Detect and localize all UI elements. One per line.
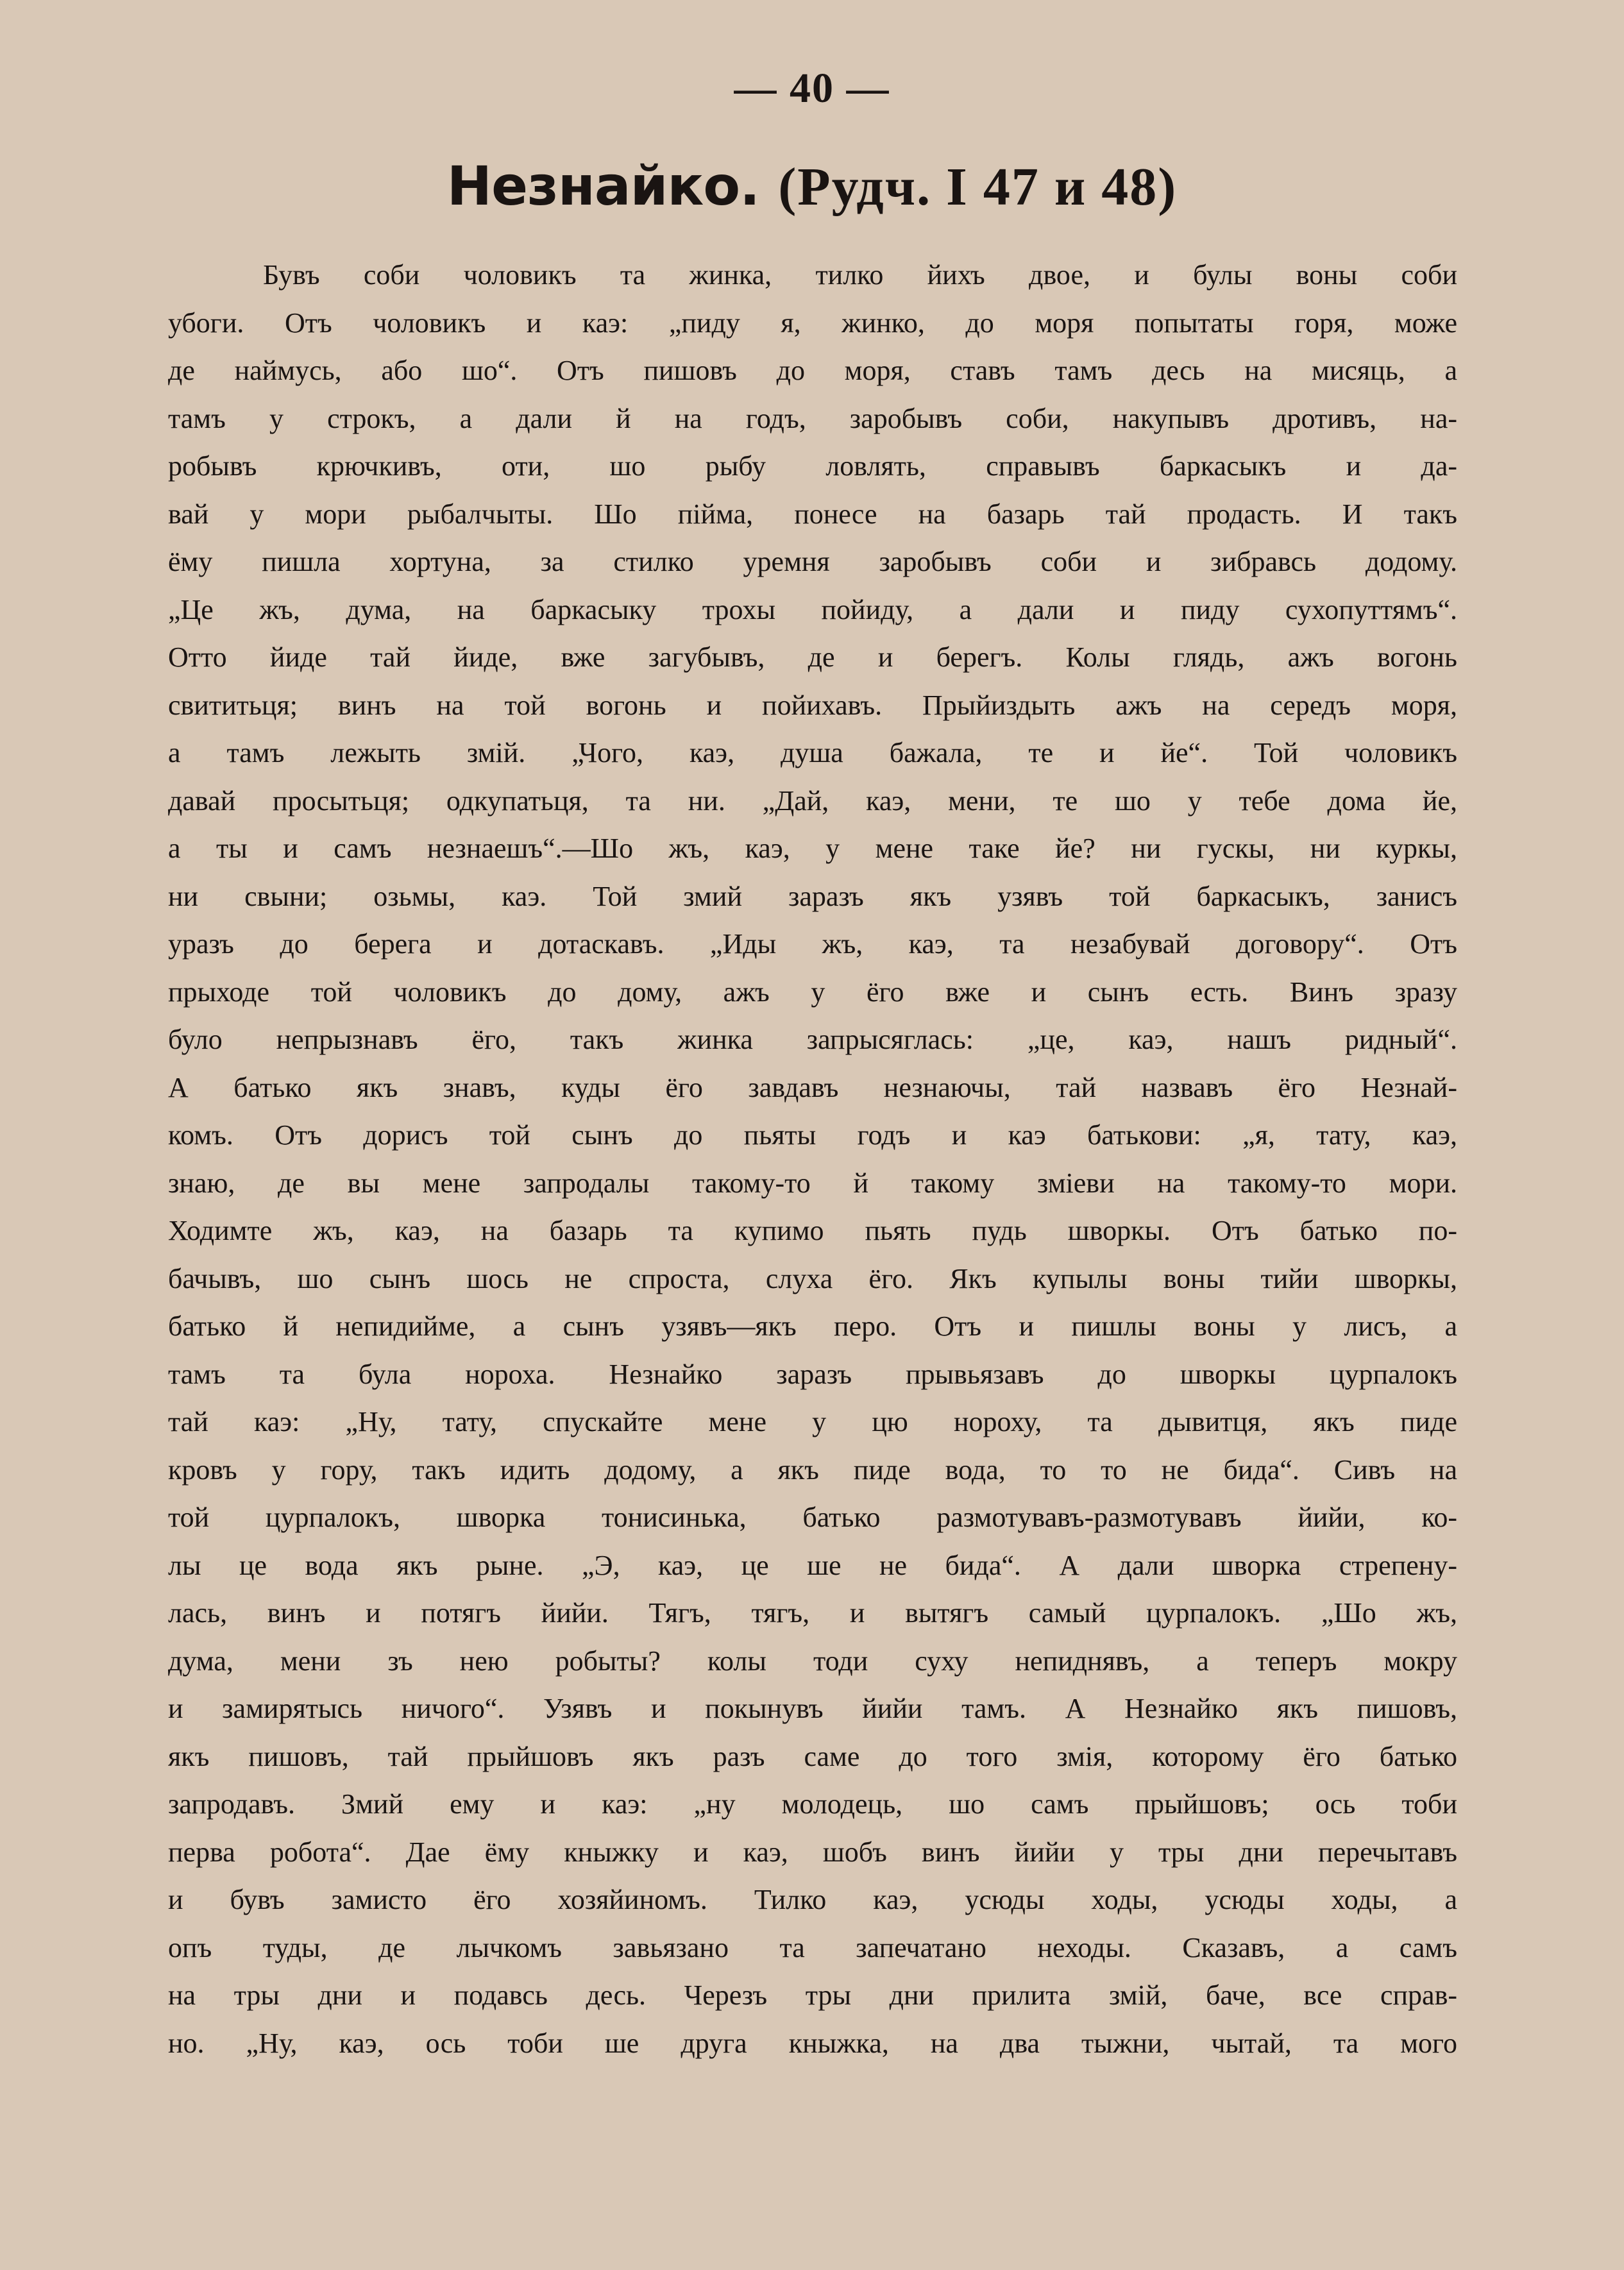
text-line: а ты и самъ незнаешъ“.—Шо жъ, каэ, у мене таке йе? ни гускы, ни куркы,: [168, 833, 1457, 864]
text-line: робывъ крючкивъ, оти, шо рыбу ловлять, справывъ баркасыкъ и да-: [168, 450, 1457, 482]
text-line: А батько якъ знавъ, куды ёго завдавъ незнаючы, тай назвавъ ёго Незнай-: [168, 1071, 1457, 1103]
text-line: „Це жъ, дума, на баркасыку трохы пойиду, а дали и пиду сухопуттямъ“.: [168, 593, 1457, 625]
text-line: вай у мори рыбалчыты. Шо пiйма, понесе на базарь тай продасть. И такъ: [168, 498, 1457, 530]
text-line: уразъ до берега и дотаскавъ. „Иды жъ, каэ, та незабувай договору“. Отъ: [168, 928, 1457, 960]
text-line: було непрызнавъ ёго, такъ жинка запрысяглась: „це, каэ, нашъ ридный“.: [168, 1024, 1457, 1055]
text-line: лась, винъ и потягъ йийи. Тягъ, тягъ, и вытягъ самый цурпалокъ. „Шо жъ,: [168, 1597, 1457, 1629]
text-line: ни свыни; озьмы, каэ. Той змий заразъ якъ узявъ той баркасыкъ, занисъ: [168, 880, 1457, 912]
text-line: запродавъ. Змий ему и каэ: „ну молодець, шо самъ прыйшовъ; ось тоби: [168, 1788, 1457, 1820]
text-line: и замирятысь ничого“. Узявъ и покынувъ йийи тамъ. А Незнайко якъ пишовъ,: [168, 1693, 1457, 1724]
text-line: Бувъ соби чоловикъ та жинка, тилко йихъ двое, и булы воны соби: [263, 259, 1457, 291]
text-line: Ходимте жъ, каэ, на базарь та купимо пьять пудь шворкы. Отъ батько по-: [168, 1215, 1457, 1246]
text-line: дума, мени зъ нею робыты? колы тоди суху непиднявъ, а теперъ мокру: [168, 1645, 1457, 1677]
story-body: [168, 251, 1457, 2067]
text-line: той цурпалокъ, шворка тонисинька, батько размотувавъ-размотувавъ йийи, ко-: [168, 1502, 1457, 1533]
text-line: но. „Ну, каэ, ось тоби ше друга кныжка, на два тыжни, чытай, та мого: [168, 2027, 1457, 2059]
text-line: и бувъ замисто ёго хозяйиномъ. Тилко каэ, усюды ходы, усюды ходы, а: [168, 1884, 1457, 1915]
page-number: — 40 —: [734, 65, 890, 112]
story-title: [0, 154, 1624, 218]
story-title-reference: (Рудч. I 47 и 48): [778, 157, 1178, 217]
text-line: убоги. Отъ чоловикъ и каэ: „пиду я, жинко, до моря попытаты горя, може: [168, 307, 1457, 339]
text-line: знаю, де вы мене запродалы такому-то й такому змiеви на такому-то мори.: [168, 1167, 1457, 1199]
text-line: тамъ та була нороха. Незнайко заразъ прывьязавъ до шворкы цурпалокъ: [168, 1358, 1457, 1390]
text-line: бачывъ, шо сынъ шось не спроста, слуха ёго. Якъ купылы воны тийи шворкы,: [168, 1262, 1457, 1294]
text-line: лы це вода якъ рыне. „Э, каэ, це ше не бида“. А дали шворка стрепену-: [168, 1549, 1457, 1581]
text-line: на тры дни и подавсь десь. Черезъ тры дни прилита змiй, баче, все справ-: [168, 1979, 1457, 2011]
text-line: батько й непидийме, а сынъ узявъ—якъ перо. Отъ и пишлы воны у лисъ, а: [168, 1310, 1457, 1342]
text-line: свититьця; винъ на той вогонь и пойихавъ. Прыйиздыть ажъ на середъ моря,: [168, 689, 1457, 721]
text-line: Отто йиде тай йиде, вже загубывъ, де и берегъ. Колы глядь, ажъ вогонь: [168, 641, 1457, 673]
text-line: кровъ у гору, такъ идить додому, а якъ пиде вода, то то не бида“. Сивъ на: [168, 1453, 1457, 1486]
text-line: давай просытьця; одкупатьця, та ни. „Дай, каэ, мени, те шо у тебе дома йе,: [168, 784, 1457, 817]
text-line: тамъ у строкъ, а дали й на годъ, заробывъ соби, накупывъ дротивъ, на-: [168, 402, 1457, 434]
text-line: якъ пишовъ, тай прыйшовъ якъ разъ саме до того змiя, которому ёго батько: [168, 1740, 1457, 1772]
text-line: перва робота“. Дае ёму кныжку и каэ, шобъ винъ йийи у тры дни перечытавъ: [168, 1836, 1457, 1868]
text-line: тай каэ: „Ну, тату, спускайте мене у цю нороху, та дывитця, якъ пиде: [168, 1406, 1457, 1437]
text-line: прыходе той чоловикъ до дому, ажъ у ёго вже и сынъ есть. Винъ зразу: [168, 976, 1457, 1008]
text-line: а тамъ лежыть змiй. „Чого, каэ, душа бажала, те и йе“. Той чоловикъ: [168, 737, 1457, 768]
text-line: опъ туды, де лычкомъ завьязано та запечатано неходы. Сказавъ, а самъ: [168, 1931, 1457, 1963]
story-title-name: Незнайко.: [446, 155, 760, 217]
text-line: ёму пишла хортуна, за стилко уремня заробывъ соби и зибравсь додому.: [168, 546, 1457, 577]
text-line: де наймусь, або шо“. Отъ пишовъ до моря, ставъ тамъ десь на мисяць, а: [168, 355, 1457, 386]
text-line: комъ. Отъ дорисъ той сынъ до пьяты годъ и каэ батькови: „я, тату, каэ,: [168, 1119, 1457, 1151]
